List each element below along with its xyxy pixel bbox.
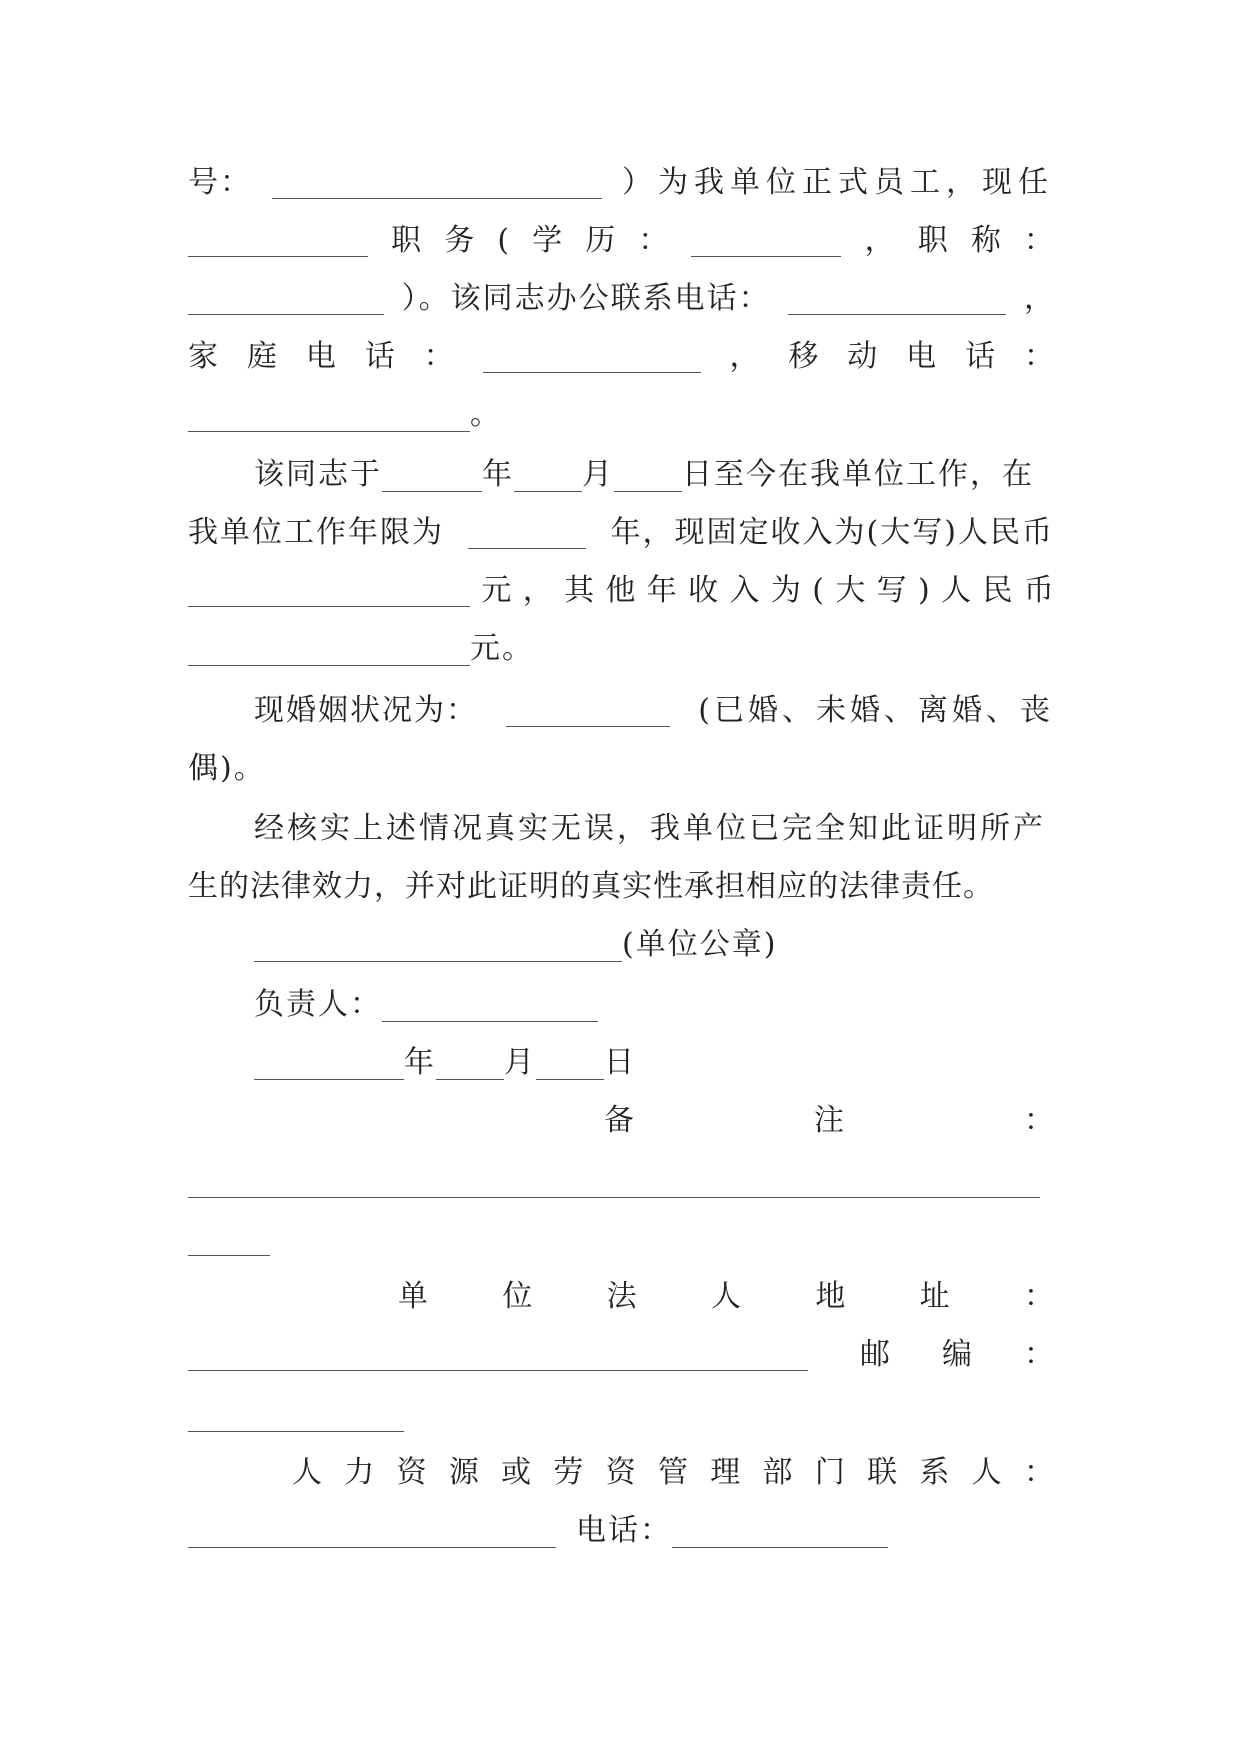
char: ：	[1023, 223, 1054, 258]
line-postcode	[188, 1326, 1054, 1384]
start-year-blank[interactable]	[382, 457, 482, 492]
char: 话	[364, 339, 395, 374]
char: 电	[305, 339, 336, 374]
id-number-blank[interactable]	[272, 164, 602, 199]
month-label: 月	[582, 457, 614, 492]
sign-day-label: 日	[604, 1045, 636, 1080]
line-sign-date	[254, 1034, 1054, 1092]
position-blank[interactable]	[188, 222, 368, 257]
line-other-income	[188, 562, 1054, 620]
char: 学	[532, 223, 563, 258]
line-position	[188, 212, 1054, 270]
line-hr-contact-phone	[188, 1502, 1054, 1560]
char: )	[918, 573, 930, 608]
legal-address-blank[interactable]	[188, 1336, 808, 1371]
work-since-text: 日至今在我单位工作，在	[682, 457, 1034, 492]
char: 门	[814, 1455, 845, 1490]
company-seal-blank[interactable]	[254, 927, 622, 962]
char: 资	[605, 1455, 636, 1490]
sign-month-blank[interactable]	[436, 1045, 504, 1080]
person-in-charge-blank[interactable]	[382, 987, 598, 1022]
fixed-income-label: 年，现固定收入为(大写)人民币	[610, 515, 1054, 550]
char: ，	[864, 223, 895, 258]
char: 庭	[246, 339, 277, 374]
char: 大	[835, 573, 866, 608]
char: 务	[444, 223, 475, 258]
company-seal-label: (单位公章)	[622, 927, 778, 962]
char: 职	[917, 223, 948, 258]
char: 称	[970, 223, 1001, 258]
title-blank[interactable]	[188, 280, 384, 315]
education-blank[interactable]	[691, 222, 841, 257]
person-in-charge-label: 负责人：	[254, 987, 382, 1022]
start-month-blank[interactable]	[514, 457, 582, 492]
char: 他	[605, 573, 636, 608]
char: 币	[1023, 573, 1054, 608]
marital-options-end: 偶)。	[188, 751, 266, 786]
char: 其	[564, 573, 595, 608]
line-other-income-blank	[188, 620, 1054, 678]
sign-year-blank[interactable]	[254, 1045, 404, 1080]
marital-status-label: 现婚姻状况为：	[254, 693, 478, 728]
line-home-mobile-phone	[188, 328, 1054, 386]
char: 位	[502, 1279, 533, 1314]
other-income-blank[interactable]	[188, 631, 470, 666]
char: 备	[604, 1103, 634, 1138]
line-postcode-blank	[188, 1386, 1054, 1444]
char: 入	[729, 573, 760, 608]
char: 电	[906, 339, 937, 374]
char: 移	[788, 339, 819, 374]
sign-year-label: 年	[404, 1045, 436, 1080]
char: 元	[481, 573, 512, 608]
line-office-phone	[188, 270, 1054, 328]
yuan-label: 元。	[470, 631, 534, 666]
char: 邮	[860, 1337, 890, 1372]
line-marital-status	[188, 682, 1054, 740]
work-years-blank[interactable]	[468, 514, 586, 549]
home-phone-blank[interactable]	[483, 338, 701, 373]
id-number-label: 号：	[188, 165, 252, 200]
line-remarks-label	[604, 1092, 1054, 1150]
line-company-seal	[254, 916, 1054, 974]
office-phone-blank[interactable]	[788, 280, 1006, 315]
char: 或	[501, 1455, 532, 1490]
char: (	[497, 223, 510, 258]
line-person-in-charge	[254, 976, 1054, 1034]
start-date-label: 该同志于	[254, 457, 382, 492]
line-remarks-blank-1	[188, 1152, 1054, 1210]
remarks-blank-2[interactable]	[188, 1221, 270, 1256]
postcode-blank[interactable]	[188, 1397, 404, 1432]
char: 人	[941, 573, 972, 608]
char: 单	[398, 1279, 428, 1314]
line-remarks-blank-2	[188, 1210, 1054, 1268]
char: ，	[522, 573, 553, 608]
char: 写	[876, 573, 907, 608]
char: 话	[965, 339, 996, 374]
remarks-blank-1[interactable]	[188, 1163, 1040, 1198]
hr-phone-blank[interactable]	[672, 1513, 888, 1548]
char: ，	[729, 339, 760, 374]
char: 历	[585, 223, 616, 258]
employee-status-text: ）为我单位正式员工，现任	[622, 165, 1054, 200]
marital-options-text: (已婚、未婚、离婚、丧	[698, 693, 1054, 728]
char: 家	[188, 339, 218, 374]
char: 民	[982, 573, 1013, 608]
char: 为	[770, 573, 801, 608]
office-phone-label: ）。该同志办公联系电话：	[401, 281, 771, 316]
hr-contact-blank[interactable]	[188, 1513, 556, 1548]
char: (	[812, 573, 824, 608]
char: 力	[344, 1455, 375, 1490]
char: 系	[919, 1455, 950, 1490]
sign-day-blank[interactable]	[536, 1045, 604, 1080]
char: 管	[657, 1455, 688, 1490]
char: 法	[606, 1279, 637, 1314]
char: ：	[1023, 339, 1054, 374]
char: 人	[971, 1455, 1002, 1490]
char: 职	[391, 223, 422, 258]
line-hr-contact-label	[292, 1444, 1054, 1502]
start-day-blank[interactable]	[614, 457, 682, 492]
line-legal-address-label	[398, 1268, 1054, 1326]
char: 注	[814, 1103, 844, 1138]
char: ：	[1024, 1103, 1054, 1138]
char: ，	[1023, 281, 1054, 316]
char: ：	[1023, 1455, 1054, 1490]
work-years-label: 我单位工作年限为	[188, 515, 444, 550]
char: 资	[396, 1455, 427, 1490]
line-verification-2	[188, 858, 1054, 916]
year-label: 年	[482, 457, 514, 492]
hr-phone-label: 电话：	[576, 1513, 672, 1548]
line-marital-end	[188, 740, 1054, 798]
fixed-income-blank[interactable]	[188, 572, 470, 607]
char: ：	[1023, 1279, 1054, 1314]
marital-status-blank[interactable]	[506, 692, 670, 727]
verification-text-2: 生的法律效力，并对此证明的真实性承担相应的法律责任。	[188, 869, 994, 904]
line-mobile-blank	[188, 386, 1054, 444]
char: 人	[292, 1455, 322, 1490]
verification-text-1: 经核实上述情况真实无误，我单位已完全知此证明所产	[254, 811, 1046, 846]
char: 地	[815, 1279, 846, 1314]
char: 。	[470, 397, 500, 432]
char: 编	[942, 1337, 972, 1372]
char: 人	[710, 1279, 741, 1314]
char: ：	[423, 339, 454, 374]
char: 址	[919, 1279, 950, 1314]
char: 劳	[553, 1455, 584, 1490]
char: 联	[867, 1455, 898, 1490]
char: 部	[762, 1455, 793, 1490]
sign-month-label: 月	[504, 1045, 536, 1080]
char: 年	[646, 573, 677, 608]
char: 动	[847, 339, 878, 374]
line-work-years	[188, 504, 1054, 562]
char: 收	[688, 573, 719, 608]
line-verification-1	[188, 800, 1054, 858]
char: 源	[448, 1455, 479, 1490]
char: ：	[638, 223, 669, 258]
mobile-phone-blank[interactable]	[188, 397, 470, 432]
char: ：	[1024, 1337, 1054, 1372]
line-start-date	[188, 446, 1054, 504]
line-id-number	[188, 154, 1054, 212]
char: 理	[710, 1455, 741, 1490]
